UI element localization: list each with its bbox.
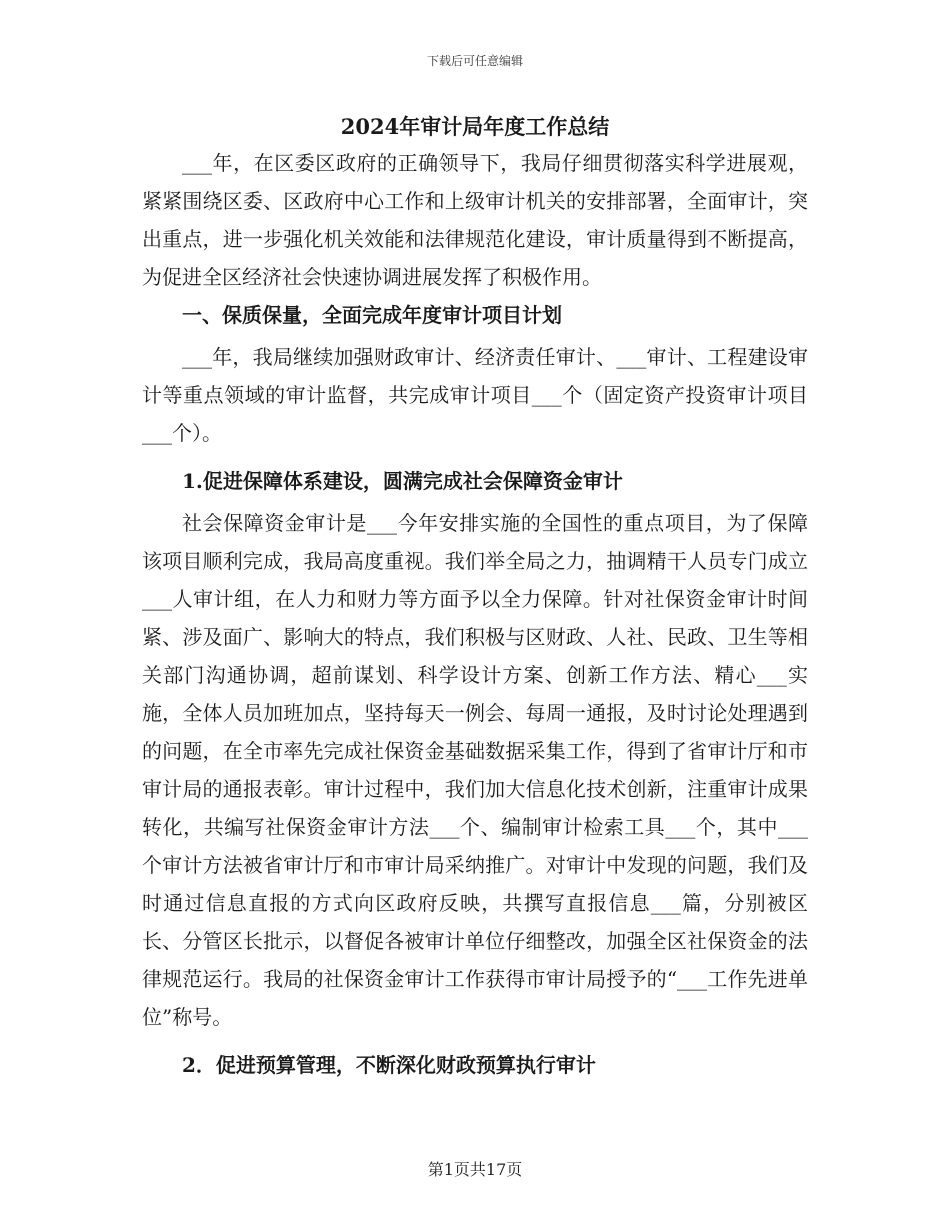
section-1-paragraph: ___年，我局继续加强财政审计、经济责任审计、___审计、工程建设审计等重点领域的审计监督，共完成审计项目___个（固定资产投资审计项目___个）。	[142, 345, 808, 445]
header-note: 下载后可任意编辑	[426, 54, 523, 68]
subsection-1-paragraph: 社会保障资金审计是___今年安排实施的全国性的重点项目，为了保障该项目顺利完成，我局高度重视。我们举全局之力，抽调精干人员专门成立___人审计组，在人力和财力等方面予以全力保障。针对社保资金审计时间紧、涉及面广、影响大的特点，我们积极与区财政、人社、民政、卫生等相关部门沟通协调，超前谋划、科学设计方案、创新工作方法、精心___实施，全体人员加班加点，坚持每天一例会、每周一通报，及时讨论处理遇到的问题，在全市率先完成社保资金基础数据采集工作，得到了省审计厅和市审计局的通报表彰。审计过程中，我们加大信息化技术创新，注重审计成果转化，共编写社保资金审计方法___个、编制审计检索工具___个，其中___个审计方法被省审计厅和市审计局采纳推广。对审计中发现的问题，我们及时通过信息直报的方式向区政府反映，共撰写直报信息___篇，分别被区长、分管区长批示，以督促各被审计单位仔细整改，加强全区社保资金的法律规范运行。我局的社保资金审计工作获得市审计局授予的“___工作先进单位”称号。	[142, 511, 808, 1029]
document-title: 2024年审计局年度工作总结	[340, 114, 610, 139]
document-body	[142, 112, 808, 1088]
subsection-heading-2: 2．促进预算管理，不断深化财政预算执行审计	[182, 1053, 596, 1077]
intro-paragraph: ___年，在区委区政府的正确领导下，我局仔细贯彻落实科学进展观，紧紧围绕区委、区政府中心工作和上级审计机关的安排部署，全面审计，突出重点，进一步强化机关效能和法律规范化建设，审计质量得到不断提高，为促进全区经济社会快速协调进展发挥了积极作用。	[142, 151, 808, 289]
subsection-heading-1: 1.促进保障体系建设，圆满完成社会保障资金审计	[182, 469, 623, 493]
page-number: 第1页共17页	[427, 1160, 523, 1179]
section-heading-1: 一、保质保量，全面完成年度审计项目计划	[182, 303, 562, 327]
